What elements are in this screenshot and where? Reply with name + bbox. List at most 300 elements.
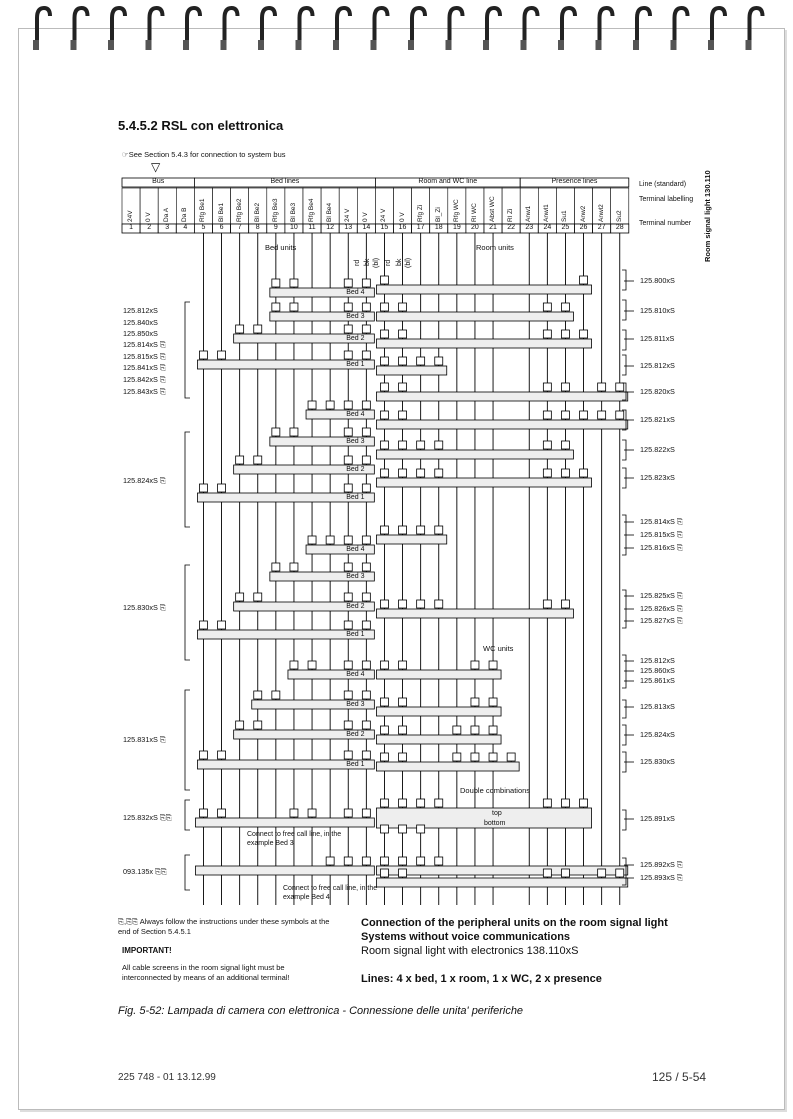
wire-terminal-node (417, 469, 425, 477)
right-code-item: 125.820xS (640, 387, 675, 396)
wire-terminal-node (380, 526, 388, 534)
wire-terminal-node (561, 441, 569, 449)
terminal-labelling: Su1 (561, 210, 569, 222)
row-label-terminal-labelling: Terminal labelling (639, 196, 694, 203)
bed-tag: Bed 4 (346, 546, 365, 553)
bk-label-2: bk (396, 258, 403, 266)
right-code-item: 125.825xS ⎘ (640, 591, 683, 600)
wire-terminal-node (471, 753, 479, 761)
left-bracket (185, 302, 190, 398)
wire-terminal-node (435, 469, 443, 477)
wire-terminal-node (326, 401, 334, 409)
wire-terminal-node (561, 469, 569, 477)
wire-terminal-node (362, 857, 370, 865)
wire-terminal-node (399, 600, 407, 608)
right-code-item: 125.815xS ⎘ (640, 530, 683, 539)
wire-terminal-node (435, 799, 443, 807)
left-code-item: 125.831xS ⎘ (123, 735, 166, 744)
terminal-number: 20 (471, 224, 479, 231)
side-label: Room signal light 130.110 (703, 170, 712, 262)
bottom-presence-bar (376, 878, 627, 887)
wire-terminal-node (272, 428, 280, 436)
right-bracket (622, 300, 626, 320)
wire-terminal-node (561, 869, 569, 877)
bk-label-1: bk (364, 258, 371, 266)
footer-page-number: 125 / 5-54 (652, 1070, 707, 1084)
terminal-number: 9 (273, 224, 278, 231)
room-unit-bar (376, 535, 446, 544)
right-code-item: 125.826xS ⎘ (640, 604, 683, 613)
bottom-room-bar (376, 866, 627, 875)
terminal-number: 5 (201, 224, 206, 231)
right-code-item: 125.860xS (640, 666, 675, 675)
left-code-item: 125.832xS ⎘⎘ (123, 813, 172, 822)
wire-terminal-node (272, 691, 280, 699)
wire-terminal-node (543, 383, 551, 391)
wire-terminal-node (380, 330, 388, 338)
terminal-labelling: 24 V (380, 208, 388, 222)
row-label-terminal-number: Terminal number (639, 220, 692, 227)
wire-terminal-node (290, 809, 298, 817)
left-bracket (185, 855, 190, 890)
row-label-line: Line (standard) (639, 181, 687, 188)
wire-terminal-node (199, 484, 207, 492)
bed-tag: Bed 4 (346, 289, 365, 296)
left-code-item: 125.830xS ⎘ (123, 603, 166, 612)
wire-terminal-node (380, 357, 388, 365)
terminal-labelling: Rfg Be1 (199, 198, 207, 222)
wire-terminal-node (489, 753, 497, 761)
right-code-item: 125.816xS ⎘ (640, 543, 683, 552)
right-bracket (622, 810, 626, 830)
wire-terminal-node (417, 857, 425, 865)
terminal-labelling: Rfg Zi (416, 204, 424, 222)
wire-terminal-node (543, 411, 551, 419)
wire-terminal-node (399, 753, 407, 761)
wire-terminal-node (598, 411, 606, 419)
bed-tag: Bed 2 (346, 603, 365, 610)
wire-terminal-node (543, 441, 551, 449)
wire-terminal-node (507, 753, 515, 761)
wire-terminal-node (254, 691, 262, 699)
wire-terminal-node (380, 753, 388, 761)
bed-tag: Bed 3 (346, 573, 365, 580)
wire-terminal-node (380, 276, 388, 284)
wire-terminal-node (435, 600, 443, 608)
wire-terminal-node (580, 469, 588, 477)
wire-terminal-node (399, 661, 407, 669)
wire-terminal-node (417, 799, 425, 807)
terminal-number: 8 (255, 224, 260, 231)
bottom-label: bottom (484, 820, 506, 827)
wire-terminal-node (326, 536, 334, 544)
wire-terminal-node (399, 857, 407, 865)
wire-terminal-node (272, 303, 280, 311)
terminal-number: 3 (165, 224, 170, 231)
terminal-number: 21 (489, 224, 497, 231)
wire-terminal-node (344, 303, 352, 311)
terminal-number: 17 (416, 224, 425, 231)
wire-terminal-node (435, 357, 443, 365)
right-code-item: 125.812xS (640, 656, 675, 665)
wire-terminal-node (218, 751, 226, 759)
right-bracket (622, 700, 626, 718)
wire-terminal-node (290, 563, 298, 571)
bed-tag: Bed 1 (346, 761, 365, 768)
bl-label-1: (bl) (373, 257, 380, 268)
terminal-labelling: Bl Be4 (326, 202, 334, 222)
right-code-item: 125.861xS (640, 676, 675, 685)
room-unit-bar (376, 392, 627, 401)
connection-title: Connection of the peripheral units on the room signal light (361, 917, 668, 929)
room-unit-bar (376, 609, 573, 618)
rd-label-2: rd (385, 259, 392, 266)
left-bracket (185, 690, 190, 790)
right-code-item: 125.824xS (640, 730, 675, 739)
terminal-labelling: 0 V (398, 212, 406, 222)
wire-terminal-node (453, 753, 461, 761)
wire-terminal-node (399, 726, 407, 734)
wire-terminal-node (218, 484, 226, 492)
wire-terminal-node (362, 536, 370, 544)
wire-terminal-node (616, 869, 624, 877)
bed-tag: Bed 3 (346, 701, 365, 708)
see-section-note: ☞See Section 5.4.3 for connection to system bus (122, 150, 286, 159)
terminal-number: 1 (129, 224, 133, 231)
right-code-item: 125.813xS (640, 702, 675, 711)
bed-tag: Bed 1 (346, 494, 365, 501)
bed-tag: Bed 1 (346, 361, 365, 368)
left-code-item: 125.812xS (123, 306, 158, 315)
wire-terminal-node (453, 726, 461, 734)
wire-terminal-node (471, 698, 479, 706)
figure-caption: Fig. 5-52: Lampada di camera con elettronica - Connessione delle unita' periferiche (118, 1005, 524, 1017)
bed-tag: Bed 2 (346, 335, 365, 342)
bed-tag: Bed 2 (346, 466, 365, 473)
terminal-labelling: Da A (163, 207, 171, 222)
systems-line: Systems without voice communications (361, 931, 571, 943)
room-unit-bar (376, 339, 591, 348)
terminal-number: 23 (525, 224, 534, 231)
wire-terminal-node (199, 751, 207, 759)
wire-terminal-node (272, 563, 280, 571)
bed-tag: Bed 3 (346, 313, 365, 320)
wire-terminal-node (380, 661, 388, 669)
wire-terminal-node (543, 303, 551, 311)
wire-terminal-node (290, 303, 298, 311)
left-bracket (185, 800, 190, 830)
room-unit-bar (376, 366, 446, 375)
wire-terminal-node (344, 563, 352, 571)
wire-terminal-node (254, 325, 262, 333)
group-label: Bed lines (270, 178, 300, 185)
room-unit-bar (376, 285, 591, 294)
terminal-labelling: Anw2 (579, 205, 587, 222)
terminal-number: 16 (398, 224, 407, 231)
wire-terminal-node (362, 484, 370, 492)
group-label: Room and WC line (418, 178, 478, 185)
wire-terminal-node (561, 411, 569, 419)
wire-terminal-node (254, 456, 262, 464)
terminal-labelling: Da B (181, 207, 189, 222)
wire-terminal-node (380, 303, 388, 311)
top-label: top (492, 810, 502, 817)
wire-terminal-node (344, 401, 352, 409)
right-bracket (622, 270, 626, 290)
wire-terminal-node (380, 869, 388, 877)
symbol-instructions-note: ⎘,⎘⎘ Always follow the instructions under these symbols at the end of Section 5.4.5.1 (118, 917, 330, 936)
wire-terminal-node (561, 600, 569, 608)
wire-terminal-node (598, 383, 606, 391)
room-unit-bar (376, 707, 501, 716)
terminal-labelling: Rfg Be3 (271, 198, 279, 222)
wire-terminal-node (616, 411, 624, 419)
terminal-number: 7 (237, 224, 242, 231)
wire-terminal-node (218, 351, 226, 359)
wire-terminal-node (254, 593, 262, 601)
wire-terminal-node (399, 411, 407, 419)
terminal-labelling: Abst WC (489, 196, 496, 222)
wire-terminal-node (236, 721, 244, 729)
bottom-bed-bar (195, 866, 374, 875)
wire-terminal-node (561, 330, 569, 338)
room-unit-bar (376, 478, 591, 487)
room-unit-bar (376, 312, 573, 321)
group-label: Presence lines (551, 178, 598, 185)
wire-terminal-node (308, 401, 316, 409)
wire-terminal-node (362, 428, 370, 436)
right-code-item: 125.827xS ⎘ (640, 616, 683, 625)
bed-tag: Bed 4 (346, 411, 365, 418)
group-label: Bus (152, 178, 165, 185)
left-code-item: 125.850xS (123, 329, 158, 338)
wire-terminal-node (362, 401, 370, 409)
room-unit-bar (376, 450, 573, 459)
wire-terminal-node (362, 563, 370, 571)
wire-terminal-node (344, 428, 352, 436)
terminal-labelling: Rl Zi (507, 208, 515, 222)
terminal-number: 6 (219, 224, 224, 231)
wire-terminal-node (344, 536, 352, 544)
wire-terminal-node (580, 276, 588, 284)
terminal-number: 18 (434, 224, 443, 231)
wire-terminal-node (344, 325, 352, 333)
room-units-label: Room units (476, 243, 514, 252)
wire-terminal-node (399, 526, 407, 534)
terminal-number: 19 (452, 224, 461, 231)
wire-terminal-node (199, 621, 207, 629)
cable-screens-note: All cable screens in the room signal light must be interconnected by means of an additional terminal! (122, 963, 290, 982)
wire-terminal-node (580, 411, 588, 419)
terminal-labelling: Bl Be1 (217, 202, 225, 222)
important-heading: IMPORTANT! (122, 946, 172, 955)
wire-terminal-node (417, 825, 425, 833)
right-bracket (622, 355, 626, 375)
wire-terminal-node (290, 428, 298, 436)
terminal-number: 13 (344, 224, 353, 231)
connect-note-bed3: Connect to free call line, in the example Bed 3 (247, 831, 342, 847)
terminal-labelling: Bl_Zi (434, 207, 442, 222)
terminal-number: 11 (308, 224, 316, 231)
wire-terminal-node (380, 469, 388, 477)
bed-tag: Bed 3 (346, 438, 365, 445)
wire-terminal-node (598, 869, 606, 877)
triangle-marker-icon: ▽ (151, 160, 161, 174)
terminal-number: 10 (290, 224, 298, 231)
wire-terminal-node (308, 536, 316, 544)
wire-terminal-node (344, 721, 352, 729)
wire-terminal-node (362, 303, 370, 311)
double-combinations-label: Double combinations (460, 786, 531, 795)
terminal-number: 28 (615, 224, 624, 231)
wire-terminal-node (380, 411, 388, 419)
right-code-item: 125.810xS (640, 306, 675, 315)
right-code-item: 125.893xS ⎘ (640, 873, 683, 882)
terminal-labelling: 0 V (145, 212, 153, 222)
wire-terminal-node (380, 799, 388, 807)
left-code-item: 125.824xS ⎘ (123, 476, 166, 485)
connect-note-bed4: Connect to free call line, in the example Bed 4 (283, 885, 378, 901)
wire-terminal-node (580, 799, 588, 807)
wire-terminal-node (435, 441, 443, 449)
wire-terminal-node (380, 600, 388, 608)
right-code-item: 125.830xS (640, 757, 675, 766)
wire-terminal-node (543, 600, 551, 608)
left-code-item: 125.840xS (123, 318, 158, 327)
room-unit-bar (376, 762, 519, 771)
wire-terminal-node (561, 303, 569, 311)
room-unit-bar (376, 670, 501, 679)
wire-terminal-node (362, 751, 370, 759)
wire-terminal-node (362, 325, 370, 333)
wire-terminal-node (417, 526, 425, 534)
wire-terminal-node (380, 825, 388, 833)
wire-terminal-node (236, 325, 244, 333)
wire-terminal-node (399, 799, 407, 807)
wire-terminal-node (344, 279, 352, 287)
wire-terminal-node (417, 441, 425, 449)
left-code-item: 093.135x ⎘⎘ (123, 867, 167, 876)
left-bracket (185, 565, 190, 660)
wire-terminal-node (344, 593, 352, 601)
right-code-item: 125.814xS ⎘ (640, 517, 683, 526)
terminal-labelling: Bl Be3 (289, 202, 297, 222)
terminal-number: 27 (597, 224, 606, 231)
right-code-item: 125.821xS (640, 415, 675, 424)
terminal-labelling: Anw1 (525, 205, 533, 222)
right-code-item: 125.892xS ⎘ (640, 860, 683, 869)
left-code-item: 125.814xS ⎘ (123, 340, 166, 349)
wire-terminal-node (344, 857, 352, 865)
terminal-number: 22 (507, 224, 516, 231)
bed-units-label: Bed units (265, 243, 297, 252)
wire-terminal-node (471, 661, 479, 669)
terminal-labelling: Rfg Be2 (235, 198, 243, 222)
terminal-labelling: Rfg WC (452, 199, 460, 222)
wire-terminal-node (362, 351, 370, 359)
wire-terminal-node (344, 456, 352, 464)
wire-terminal-node (543, 469, 551, 477)
wire-terminal-node (380, 441, 388, 449)
wire-terminal-node (399, 383, 407, 391)
right-code-item: 125.891xS (640, 814, 675, 823)
wire-terminal-node (561, 799, 569, 807)
wire-terminal-node (399, 698, 407, 706)
wire-terminal-node (543, 799, 551, 807)
wire-terminal-node (543, 330, 551, 338)
wire-terminal-node (399, 869, 407, 877)
wire-terminal-node (362, 593, 370, 601)
right-code-item: 125.823xS (640, 473, 675, 482)
terminal-number: 14 (362, 224, 371, 231)
terminal-number: 26 (579, 224, 588, 231)
wire-terminal-node (399, 469, 407, 477)
bed-tag: Bed 1 (346, 631, 365, 638)
wire-terminal-node (199, 809, 207, 817)
bl-label-2: (bl) (405, 257, 412, 268)
wire-terminal-node (380, 383, 388, 391)
terminal-number: 12 (326, 224, 335, 231)
wire-terminal-node (399, 303, 407, 311)
wire-terminal-node (362, 456, 370, 464)
terminal-labelling: 24 V (344, 208, 352, 222)
footer-doc-number: 225 748 - 01 13.12.99 (118, 1072, 216, 1083)
wire-terminal-node (218, 621, 226, 629)
terminal-labelling: 0 V (362, 212, 370, 222)
wire-terminal-node (489, 726, 497, 734)
wire-terminal-node (344, 351, 352, 359)
right-code-item: 125.812xS (640, 361, 675, 370)
wire-terminal-node (344, 621, 352, 629)
terminal-number: 4 (183, 224, 188, 231)
wire-terminal-node (362, 809, 370, 817)
terminal-number: 25 (561, 224, 570, 231)
wire-terminal-node (362, 691, 370, 699)
right-code-item: 125.822xS (640, 445, 675, 454)
section-title: 5.4.5.2 RSL con elettronica (118, 118, 284, 133)
room-unit-bar (376, 735, 501, 744)
wire-terminal-node (399, 825, 407, 833)
wire-terminal-node (580, 330, 588, 338)
wire-terminal-node (344, 691, 352, 699)
wire-terminal-node (489, 698, 497, 706)
wire-terminal-node (236, 456, 244, 464)
wire-terminal-node (218, 809, 226, 817)
wire-terminal-node (380, 857, 388, 865)
left-bracket (185, 432, 190, 527)
wire-terminal-node (362, 279, 370, 287)
right-code-item: 125.811xS (640, 334, 675, 343)
wire-terminal-node (435, 857, 443, 865)
bed-tag: Bed 4 (346, 671, 365, 678)
wire-terminal-node (308, 661, 316, 669)
terminal-labelling: Rfg Be4 (308, 198, 315, 222)
wire-terminal-node (380, 698, 388, 706)
left-code-item: 125.841xS ⎘ (123, 363, 166, 372)
wire-terminal-node (236, 593, 244, 601)
right-bracket (622, 655, 626, 688)
wire-terminal-node (344, 751, 352, 759)
wire-terminal-node (399, 357, 407, 365)
wire-terminal-node (399, 441, 407, 449)
wire-terminal-node (380, 726, 388, 734)
wire-terminal-node (326, 857, 334, 865)
wire-terminal-node (254, 721, 262, 729)
terminal-labelling: Su2 (615, 210, 623, 222)
wire-terminal-node (362, 661, 370, 669)
terminal-number: 15 (380, 224, 389, 231)
right-bracket (622, 330, 626, 350)
